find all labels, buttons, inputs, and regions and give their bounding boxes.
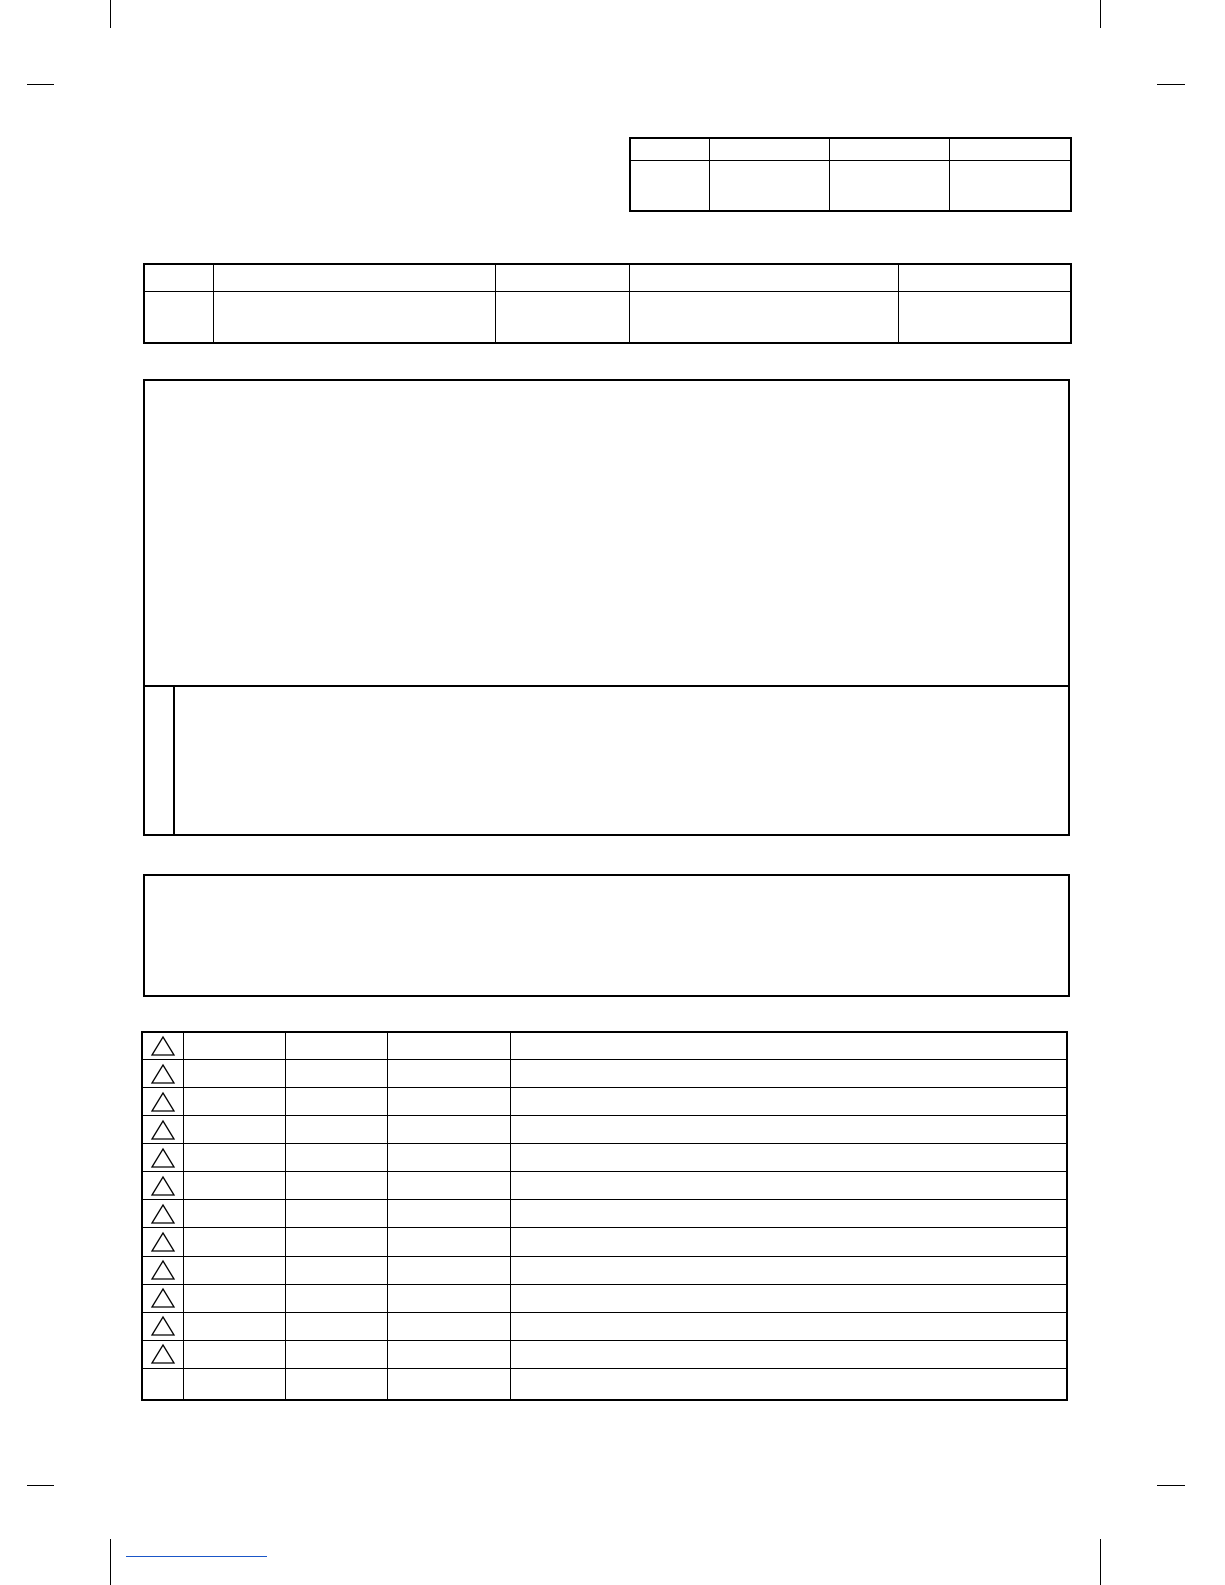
warning-cell [143,1200,184,1228]
parts-cell [286,1172,388,1200]
parts-cell [184,1060,286,1088]
header-table-header-row [631,139,1071,161]
warning-triangle-icon [150,1147,176,1169]
parts-cell [286,1256,388,1284]
parts-cell [184,1368,286,1399]
warning-cell [143,1228,184,1256]
parts-cell [511,1256,1067,1284]
parts-cell [388,1144,511,1172]
header-cell [710,139,830,161]
main-content-box [143,379,1070,836]
parts-row [143,1060,1067,1088]
value-cell [950,161,1071,211]
parts-cell [286,1116,388,1144]
crop-mark-top-left [110,0,111,28]
warning-cell [143,1060,184,1088]
parts-cell [184,1200,286,1228]
parts-cell [286,1284,388,1312]
parts-cell [511,1033,1067,1060]
header-cell [214,265,496,292]
header-table [630,138,1071,211]
crop-mark-right-top [1157,84,1185,85]
value-cell [830,161,950,211]
header-cell [630,265,899,292]
parts-cell [184,1172,286,1200]
parts-cell [511,1060,1067,1088]
parts-cell [511,1172,1067,1200]
value-cell [145,292,214,343]
sub-content-text [183,695,1060,826]
parts-cell [184,1256,286,1284]
parts-cell [388,1172,511,1200]
parts-table [142,1032,1067,1400]
parts-cell [511,1228,1067,1256]
parts-cell [388,1284,511,1312]
parts-cell [388,1033,511,1060]
notes-text [153,884,1060,987]
warning-cell [143,1256,184,1284]
warning-cell [143,1088,184,1116]
warning-triangle-icon [150,1091,176,1113]
crop-mark-bottom-right [1100,1539,1101,1585]
parts-cell [511,1368,1067,1399]
parts-row [143,1228,1067,1256]
crop-mark-left-bottom [27,1485,54,1486]
warning-triangle-icon [150,1035,176,1057]
parts-cell [388,1340,511,1368]
warning-cell [143,1116,184,1144]
parts-cell [511,1144,1067,1172]
parts-cell [511,1312,1067,1340]
warning-cell [143,1368,184,1399]
notes-box [143,874,1070,997]
parts-cell [388,1368,511,1399]
warning-triangle-icon [150,1119,176,1141]
header-cell [950,139,1071,161]
parts-cell [511,1200,1067,1228]
parts-cell [286,1060,388,1088]
header-cell [631,139,710,161]
main-divider [145,685,1068,687]
parts-cell [286,1312,388,1340]
header-table-value-row [631,161,1071,211]
header-cell [830,139,950,161]
parts-cell [511,1088,1067,1116]
parts-row [143,1116,1067,1144]
crop-mark-right-bottom [1157,1485,1185,1486]
main-content-text [153,389,1060,669]
parts-cell [388,1200,511,1228]
parts-row [143,1312,1067,1340]
crop-mark-bottom-left [110,1539,111,1585]
parts-cell [184,1033,286,1060]
parts-row [143,1284,1067,1312]
warning-cell [143,1033,184,1060]
parts-cell [286,1200,388,1228]
warning-triangle-icon [150,1175,176,1197]
warning-triangle-icon [150,1315,176,1337]
warning-triangle-icon [150,1203,176,1225]
parts-cell [511,1340,1067,1368]
parts-cell [184,1312,286,1340]
value-cell [899,292,1071,343]
warning-triangle-icon [150,1287,176,1309]
value-cell [630,292,899,343]
warning-cell [143,1144,184,1172]
parts-cell [184,1116,286,1144]
parts-cell [286,1144,388,1172]
value-cell [214,292,496,343]
parts-row [143,1144,1067,1172]
parts-cell [286,1368,388,1399]
parts-cell [184,1144,286,1172]
parts-cell [388,1312,511,1340]
warning-cell [143,1284,184,1312]
parts-cell [388,1088,511,1116]
parts-cell [286,1088,388,1116]
header-cell [899,265,1071,292]
parts-row [143,1256,1067,1284]
parts-cell [184,1228,286,1256]
warning-cell [143,1340,184,1368]
warning-triangle-icon [150,1231,176,1253]
side-label-column [145,687,175,834]
parts-cell [388,1256,511,1284]
header-cell [145,265,214,292]
parts-cell [388,1060,511,1088]
value-cell [631,161,710,211]
warning-triangle-icon [150,1259,176,1281]
info-table-header-row [145,265,1071,292]
parts-row [143,1033,1067,1060]
parts-cell [286,1340,388,1368]
footer-link-underline[interactable] [126,1556,267,1557]
parts-cell [388,1116,511,1144]
parts-row [143,1340,1067,1368]
parts-cell [184,1088,286,1116]
header-cell [496,265,630,292]
parts-cell [511,1116,1067,1144]
crop-mark-top-right [1100,0,1101,28]
parts-row [143,1200,1067,1228]
parts-cell [184,1284,286,1312]
warning-triangle-icon [150,1063,176,1085]
crop-mark-left-top [27,84,54,85]
parts-row [143,1368,1067,1399]
value-cell [710,161,830,211]
warning-cell [143,1312,184,1340]
value-cell [496,292,630,343]
parts-row [143,1088,1067,1116]
info-table-value-row [145,292,1071,343]
info-table [144,264,1071,343]
parts-cell [286,1228,388,1256]
parts-cell [388,1228,511,1256]
warning-cell [143,1172,184,1200]
parts-row [143,1172,1067,1200]
warning-triangle-icon [150,1343,176,1365]
parts-cell [511,1284,1067,1312]
parts-cell [184,1340,286,1368]
parts-cell [286,1033,388,1060]
